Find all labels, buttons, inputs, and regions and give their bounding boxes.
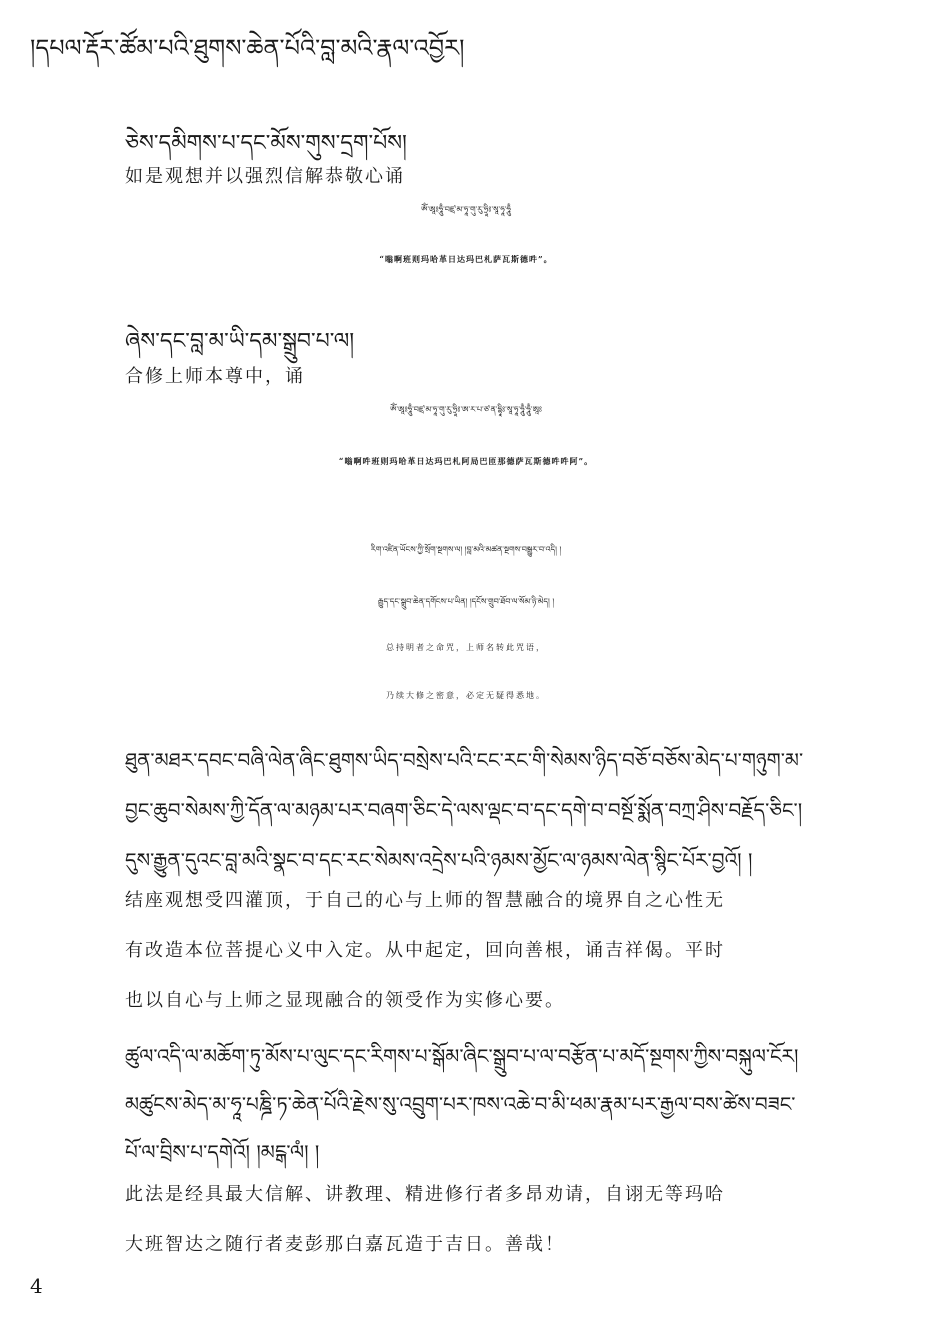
paragraph2-tibetan-line: ཚུལ་འདི་ལ་མཆོག་ཏུ་མོས་པ་ལུང་དང་རིགས་པ་སྒོམ་ཞིང་སྒྲུབ་པ་ལ་བརྩོན་པ་མདོ་སྔགས་ཀྱིས་བསྐུལ་ངོར། bbox=[125, 1044, 799, 1068]
paragraph1-tibetan-line: བྱང་ཆུབ་སེམས་ཀྱི་དོན་ལ་མཉམ་པར་བཞག་ཅིང་དེ་ལས་ལྡང་བ་དང་དགེ་བ་བསྔོ་སྨོན་བཀྲ་ཤིས་བརྗོད་ཅིང་། bbox=[125, 798, 803, 822]
paragraph1-tibetan-line: དུས་རྒྱུན་དུའང་བླ་མའི་སྣང་བ་དང་རང་སེམས་འདྲེས་པའི་ཉམས་མྱོང་ལ་ཉམས་ལེན་སྙིང་པོར་བྱའོ། ། bbox=[125, 848, 753, 872]
paragraph1-tibetan-line: ཐུན་མཐར་དབང་བཞི་ལེན་ཞིང་ཐུགས་ཡིད་བསྲེས་པའི་ངང་རང་གི་སེམས་ཉིད་བཅོ་བཅོས་མེད་པ་གཉུག་མ་ bbox=[125, 748, 804, 772]
chinese-instruction-1: 如是观想并以强烈信解恭敬心诵 bbox=[125, 166, 405, 187]
paragraph1-chinese-line: 也以自心与上师之显现融合的领受作为实修心要。 bbox=[125, 990, 565, 1011]
tibetan-instruction-2: ཞེས་དང་བླ་མ་ཡི་དམ་སྒྲུབ་པ་ལ། bbox=[125, 329, 355, 354]
verse-tibetan-line: རྒྱུད་དང་སྒྲུབ་ཆེན་དགོངས་པ་ཡིན། །དངོས་གྲུབ་ཐོབ་ལ་སོམ་ཉི་མེད། ། bbox=[377, 597, 555, 606]
mantra-chinese-2: “嗡啊吽班则玛哈革日达玛巴札阿局巴匝那德萨瓦斯德吽吽阿”。 bbox=[338, 456, 594, 466]
tibetan-instruction-1: ཅེས་དམིགས་པ་དང་མོས་གུས་དྲག་པོས། bbox=[125, 131, 407, 156]
mantra-tibetan-2: ཨོཾ་ཨཱཿཧཱུྃ་བཛྲ་མ་ཧཱ་གུ་རུ་ཧྲཱིཿ་ཨ་ར་པ་ཙ་ན་དྷཱིཿ་སཱ་ཧཱ་ཧཱུྃ་ཧཱུྃ་ཨཱཿ bbox=[390, 405, 542, 414]
paragraph2-chinese-line: 此法是经具最大信解、讲教理、精进修行者多昂劝请，自诩无等玛哈 bbox=[125, 1184, 725, 1205]
verse-chinese-line: 总持明者之命咒，上师名转此咒语， bbox=[386, 643, 546, 652]
mantra-tibetan-1: ཨོཾ་ཨཱཿཧཱུྃ་བཛྲ་མ་ཧཱ་གུ་རུ་ཧྲཱིཿ་སཱ་ཧཱ་ཧཱུྃ bbox=[421, 205, 511, 214]
mantra-chinese-1: “嗡啊班则玛哈革日达玛巴札萨瓦斯德吽”。 bbox=[379, 254, 553, 264]
chinese-instruction-2: 合修上师本尊中，诵 bbox=[125, 366, 305, 387]
verse-chinese-line: 乃续大修之密意，必定无疑得悉地。 bbox=[386, 691, 546, 700]
paragraph2-tibetan-line: པོ་ལ་བྲིས་པ་དགེའོ། །མངྒ་ལཾ། ། bbox=[125, 1140, 320, 1164]
running-header: །དཔལ་རྡོར་ཚོམ་པའི་ཐུགས་ཆེན་པོའི་བླ་མའི་རྣལ་འབྱོར། bbox=[30, 34, 465, 62]
paragraph1-chinese-line: 有改造本位菩提心义中入定。从中起定，回向善根，诵吉祥偈。平时 bbox=[125, 940, 725, 961]
verse-tibetan-line: རིག་འཛིན་ཡོངས་ཀྱི་སྲོག་སྔགས་ལ། །བླ་མའི་མཚན་སྔགས་བསྒྱུར་བ་འདི། ། bbox=[370, 545, 562, 554]
page-number: 4 bbox=[30, 1274, 43, 1298]
paragraph1-chinese-line: 结座观想受四灌顶，于自己的心与上师的智慧融合的境界自之心性无 bbox=[125, 890, 725, 911]
paragraph2-chinese-line: 大班智达之随行者麦彭那白嘉瓦造于吉日。善哉！ bbox=[125, 1234, 565, 1255]
paragraph2-tibetan-line: མཚུངས་མེད་མ་ཧཱ་པཎྜི་ཏ་ཆེན་པོའི་རྗེས་སུ་འབྲུག་པར་ཁས་འཆེ་བ་མི་ཕམ་རྣམ་པར་རྒྱལ་བས་ཚེས་བཟང་ bbox=[125, 1092, 796, 1116]
